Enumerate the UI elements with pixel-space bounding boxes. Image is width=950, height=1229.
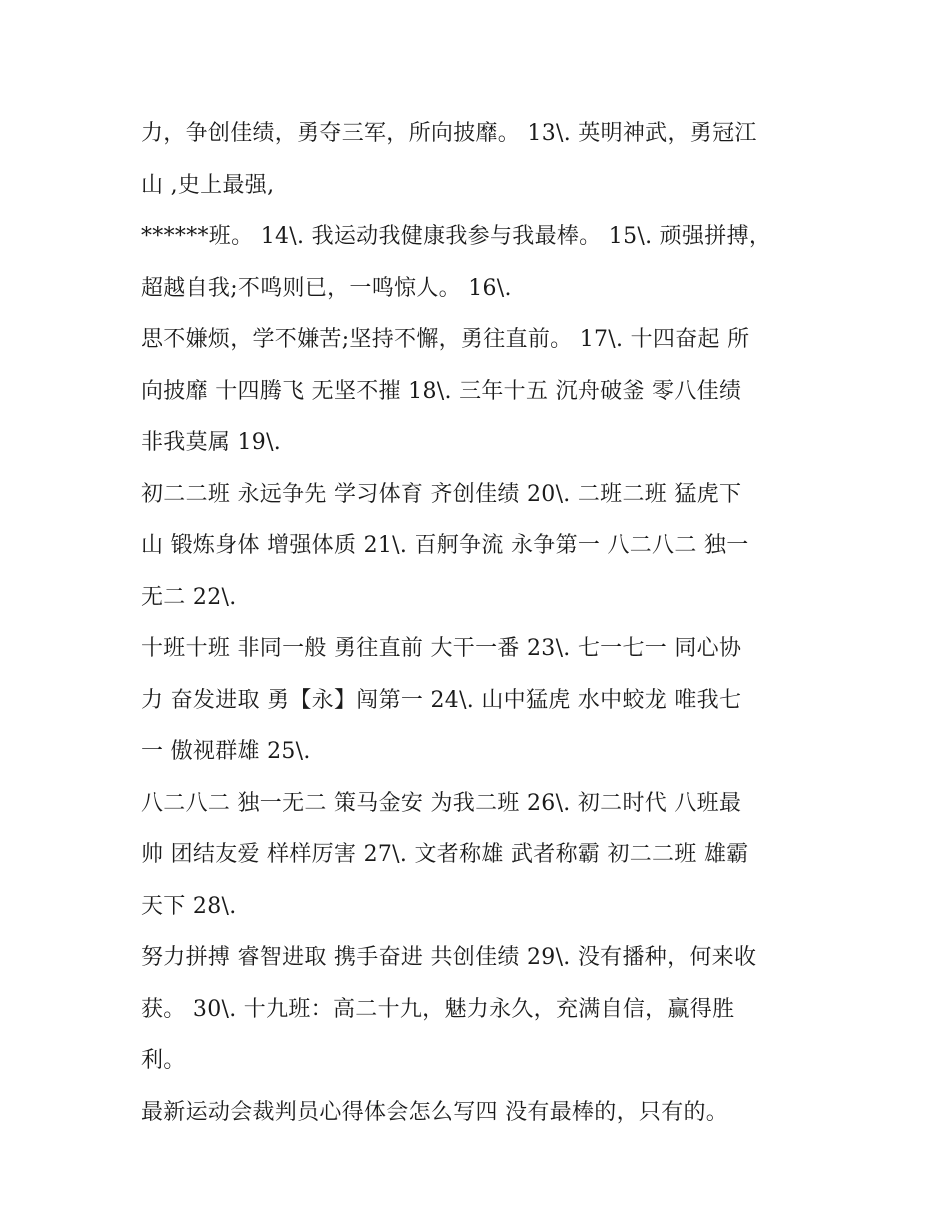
text-line: 山 锻炼身体 增强体质 21\. 百舸争流 永争第一 八二八二 独一 [141,533,749,558]
text-line: ******班。 14\. 我运动我健康我参与我最棒。 15\. 顽强拼搏， [141,224,772,249]
text-line: 最新运动会裁判员心得体会怎么写四 没有最棒的，只有的。 [141,1099,729,1125]
text-line: 初二二班 永远争先 学习体育 齐创佳绩 20\. 二班二班 猛虎下 [141,481,742,507]
text-line: 帅 团结友爱 样样厉害 27\. 文者称雄 武者称霸 初二二班 雄霸 [141,842,749,867]
text-line: 山 ,史上最强, [141,172,275,198]
text-line: 天下 28\. [141,893,237,919]
text-line: 八二八二 独一无二 策马金安 为我二班 26\. 初二时代 八班最 [141,790,742,816]
document-body [141,108,821,1138]
text-line: 无二 22\. [141,584,237,610]
text-line: 十班十班 非同一般 勇往直前 大干一番 23\. 七一七一 同心协 [141,636,742,661]
text-line: 努力拼搏 睿智进取 携手奋进 共创佳绩 29\. 没有播种，何来收 [141,945,757,970]
text-line: 力 奋发进取 勇【永】闯第一 24\. 山中猛虎 水中蛟龙 唯我七 [141,687,742,713]
text-line: 一 傲视群雄 25\. [141,739,311,764]
text-line: 获。 30\. 十九班：高二十九，魅力永久，充满自信，赢得胜 [141,996,735,1022]
text-line: 超越自我;不鸣则已，一鸣惊人。 16\. [141,275,512,301]
text-line: 利。 [141,1048,186,1073]
text-line: 非我莫属 19\. [141,430,282,455]
text-line: 向披靡 十四腾飞 无坚不摧 18\. 三年十五 沉舟破釜 零八佳绩 [141,378,742,404]
text-line: 思不嫌烦，学不嫌苦;坚持不懈，勇往直前。 17\. 十四奋起 所 [141,327,750,352]
text-line: 力，争创佳绩，勇夺三军，所向披靡。 13\. 英明神武，勇冠江 [141,121,757,146]
